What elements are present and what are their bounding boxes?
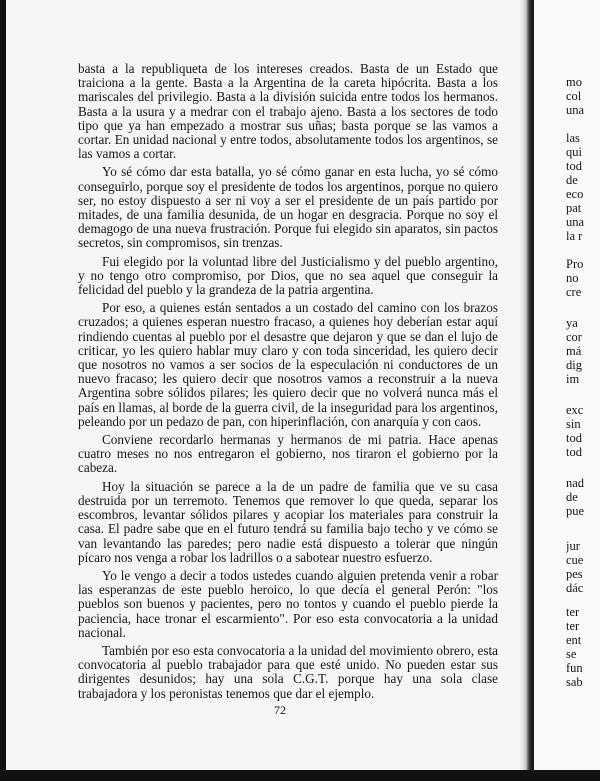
paragraph: Yo sé cómo dar esta batalla, yo sé cómo ganar en esta lucha, yo sé cómo conseguirlo, porque soy el presidente de todos los argentinos, porque no quiero ser, no estoy dispuesto a ser ni voy a ser el presidente de un país partido por mitades, de una familia desunida, de un hogar en desgracia. Porque no soy el demagogo de una nueva frustración. Porque fui elegido sin aparatos, sin pactos secretos, sin compromisos, sin trenzas. [78,164,498,251]
facing-page-fragment: tod [566,431,582,445]
facing-page-fragment: qui [566,145,582,159]
facing-page-fragment: fun [566,661,583,675]
facing-page-fragment: pat [566,201,582,215]
facing-page-fragment: ter [566,619,580,633]
facing-page-fragment: cre [566,285,582,299]
book-gutter [520,0,534,781]
facing-page-fragment: ter [566,605,580,619]
facing-page-fragment: cue [566,553,584,567]
facing-page-fragment: im [566,372,580,386]
facing-page-fragment: de [566,173,578,187]
facing-page-fragment: no [566,271,579,285]
facing-page-fragment: tod [566,445,582,459]
facing-page-fragment: jur [566,539,580,553]
scan-left-edge [0,0,6,781]
paragraph: basta a la republiqueta de los intereses creados. Basta de un Estado que traiciona a la gente. Basta a la Argentina de la careta hipócrita. Basta a los mariscales del privilegio. Basta a la división suicida entre todos los hermanos. Basta a la usura y a medrar con el trabajo ajeno. Basta a los sectores de todo tipo que ya han empezado a mostrar sus uñas; basta porque se las vamos a cortar. En unidad nacional y entre todos, absolutamente todos los argentinos, se las vamos a cortar. [78,61,498,162]
facing-page-fragment: la r [566,229,583,243]
facing-page-fragment: las [566,131,580,145]
facing-page-fragment: dig [566,358,582,372]
facing-page-fragment: Pro [566,257,584,271]
facing-page-fragment: dác [566,581,584,595]
facing-page-fragment: de [566,490,578,504]
paragraph: Hoy la situación se parece a la de un padre de familia que ve su casa destruida por un terremoto. Tenemos que remover lo que queda, separar los escombros, levantar sólidos pilares y acopiar los materiales para construir la casa. El padre sabe que en el futuro tendrá su familia bajo techo y ve cómo se van levantando las paredes; pero nadie está dispuesto a tolerar que ningún pícaro nos venga a robar los ladrillos o a sabotear nuestro esfuerzo. [78,478,498,565]
paragraph: Por eso, a quienes están sentados a un costado del camino con los brazos cruzados; a quienes esperan nuestro fracaso, a quienes hoy deberían estar aquí rindiendo cuentas al pueblo por el desastre que dejaron y que se dan el lujo de criticar, yo les quiero hablar muy claro y con toda sinceridad, les quiero decir que nosotros no vamos a ser socios de la especulación ni conductores de un nuevo fracaso; les quiero decir que nosotros vamos a reconstruir a la nueva Argentina sobre sólidos pilares; les quiero decir que no volverá nunca más el país en llamas, al borde de la guerra civil, de la inseguridad para los argentinos, peleando por un pedazo de pan, con hiperinflación, con anarquía y con caos. [78,300,498,429]
facing-page-fragment: exc [566,403,584,417]
facing-page-fragment: col [566,89,582,103]
facing-page-fragment: nad [566,476,585,490]
facing-page-fragment: má [566,344,582,358]
facing-page-fragment: pue [566,504,585,518]
page-body [78,62,498,705]
facing-page-fragment: cor [566,330,582,344]
facing-page-fragment: ent [566,633,582,647]
facing-page-fragment: se [566,647,577,661]
paragraph: Yo le vengo a decir a todos ustedes cuando alguien pretenda venir a robar las esperanzas de este pueblo heroico, lo que decía el general Perón: "los pueblos son buenos y pacientes, pero no tontos y cuando el pueblo pierde la paciencia, hace tronar el escarmiento". Por eso esta convocatoria a la unidad nacional. [78,567,498,640]
facing-page-fragment: tod [566,159,582,173]
facing-page-fragment: pes [566,567,583,581]
facing-page-fragment: una [566,215,585,229]
paragraph: También por eso esta convocatoria a la unidad del movimiento obrero, esta convocatoria al pueblo trabajador para que esté unido. No pueden estar sus dirigentes desunidos; hay una sola C.G.T. porque hay una sola clase trabajadora y los peronistas tenemos que dar el ejemplo. [78,642,498,701]
paragraph: Conviene recordarlo hermanas y hermanos de mi patria. Hace apenas cuatro meses no nos entregaron el gobierno, nos tiraron el gobierno por la cabeza. [78,432,498,476]
paragraph: Fui elegido por la voluntad libre del Justicialismo y del pueblo argentino, y no tengo otro compromiso, por Dios, que no sea aquel que conseguir la felicidad del pueblo y la grandeza de la patria argentina. [78,253,498,298]
facing-page-fragment: una [566,103,585,117]
facing-page-fragment: mo [566,75,582,89]
facing-page-fragment: eco [566,187,584,201]
facing-page-fragment: sin [566,417,581,431]
page-number: 72 [274,703,286,717]
scan-bottom-edge [0,770,600,781]
facing-page-fragment: ya [566,316,578,330]
facing-page-fragment: sab [566,675,583,689]
